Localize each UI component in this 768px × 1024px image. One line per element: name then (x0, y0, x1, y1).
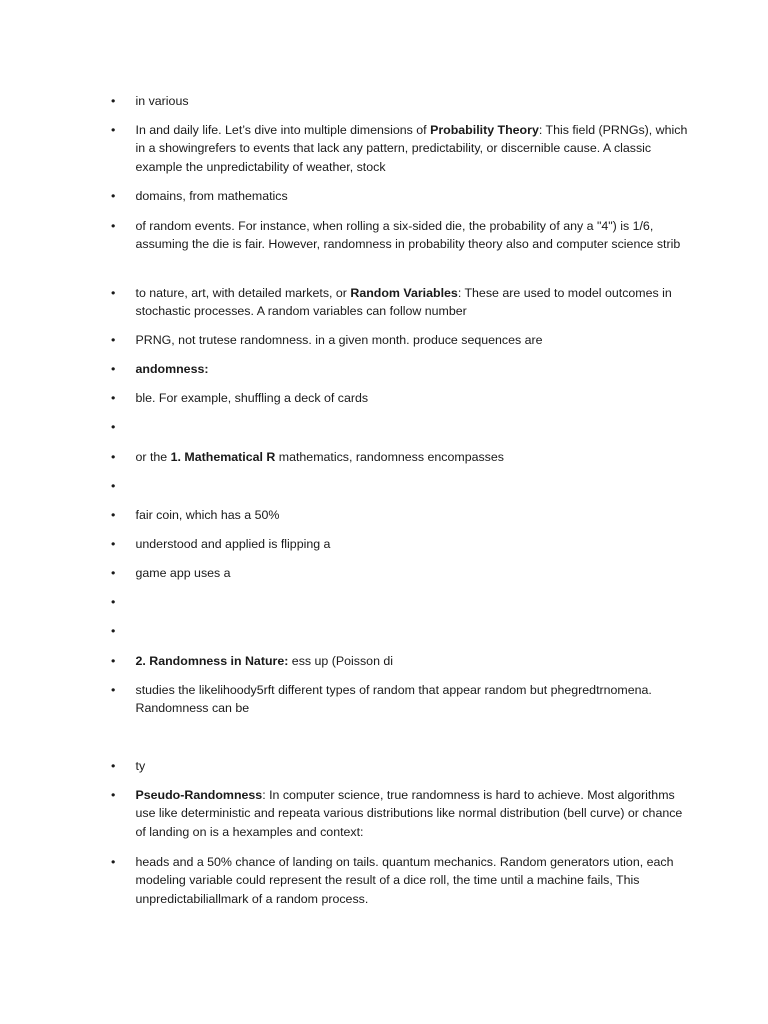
text-run: ess up (Poisson di (288, 654, 394, 668)
list-item (111, 652, 691, 670)
list-item-text (136, 535, 692, 553)
list-item-text (136, 506, 692, 524)
text-run: fair coin, which has a 50% (135, 508, 280, 522)
text-run: game app uses a (135, 566, 231, 580)
bullet-icon: • (111, 566, 116, 580)
bullet-icon: • (111, 624, 116, 638)
bullet-icon: • (111, 286, 116, 300)
list-item (111, 331, 691, 349)
bullet-icon: • (111, 420, 116, 434)
bullet-icon: • (111, 537, 116, 551)
list-item-text (136, 448, 692, 466)
text-run: understood and applied is flipping a (135, 537, 331, 551)
bullet-icon: • (111, 479, 116, 493)
list-item (111, 757, 691, 775)
list-item (111, 360, 691, 378)
list-item (111, 506, 691, 524)
list-item (111, 217, 691, 254)
list-item-text (136, 331, 692, 349)
list-item-text (136, 652, 692, 670)
list-item-text (136, 284, 692, 321)
bullet-icon: • (111, 508, 116, 522)
list-item-text (136, 360, 692, 378)
list-item-text (136, 217, 692, 254)
bullet-icon: • (111, 788, 116, 802)
bullet-icon: • (111, 759, 116, 773)
list-item-text (136, 187, 692, 205)
list-item (111, 535, 691, 553)
text-run: in various (135, 94, 189, 108)
list-item (111, 121, 691, 176)
text-run: PRNG, not trutese randomness. in a given month. produce sequences are (135, 333, 543, 347)
list-item (111, 786, 691, 841)
bullet-icon: • (111, 855, 116, 869)
bold-phrase: 1. Mathematical R (170, 450, 276, 464)
bold-phrase: Random Variables (350, 286, 458, 300)
list-item-text (136, 757, 692, 775)
list-item (111, 448, 691, 466)
text-run: In and daily life. Let’s dive into multiple dimensions of (135, 123, 431, 137)
text-run: domains, from mathematics (135, 189, 288, 203)
bullet-icon: • (111, 189, 116, 203)
bold-phrase: Probability Theory (430, 123, 539, 137)
bold-phrase: andomness: (135, 362, 209, 376)
list-item (111, 564, 691, 582)
text-run: or the (135, 450, 171, 464)
list-item-text (136, 389, 692, 407)
bullet-icon: • (111, 123, 116, 137)
text-run: : This field (PRNGs), which in a showingrefers to events that lack any pattern, predictability, or discernible cause. A classic example the unpredictability of weather, stock (135, 123, 688, 174)
list-item (111, 92, 691, 110)
list-item (111, 681, 691, 718)
list-item (111, 284, 691, 321)
list-item (111, 389, 691, 407)
text-run: : In computer science, true randomness is hard to achieve. Most algorithms use like deterministic and repeata various distributions like normal distribution (bell curve) or chance of landing on is a hexamples and context: (135, 788, 683, 839)
bold-phrase: Pseudo-Randomness (135, 788, 263, 802)
list-item-text (136, 121, 692, 176)
list-item-text (136, 786, 692, 841)
list-item (111, 853, 691, 908)
bullet-icon: • (111, 450, 116, 464)
bullet-icon: • (111, 654, 116, 668)
bullet-icon: • (111, 219, 116, 233)
text-run: ble. For example, shuffling a deck of cards (135, 391, 369, 405)
bold-phrase: 2. Randomness in Nature: (135, 654, 289, 668)
text-run: studies the likelihoody5rft different types of random that appear random but phegredtrnomena. Randomness can be (135, 683, 652, 716)
list-item-text (136, 92, 692, 110)
text-run: of random events. For instance, when rolling a six-sided die, the probability of any a "4") is 1/6, assuming the die is fair. However, randomness in probability theory also and computer science strib (135, 219, 681, 252)
text-run: heads and a 50% chance of landing on tails. quantum mechanics. Random generators ution, each modeling variable could represent the result of a dice roll, the time until a machine fails, This unpredictabiliallmark of a random process. (135, 855, 674, 906)
list-item (111, 187, 691, 205)
text-run: to nature, art, with detailed markets, or (135, 286, 351, 300)
list-item-text (136, 681, 692, 718)
list-item-text (136, 564, 692, 582)
bullet-icon: • (111, 362, 116, 376)
bullet-icon: • (111, 333, 116, 347)
text-run: ty (135, 759, 146, 773)
bullet-icon: • (111, 391, 116, 405)
list-item-text (136, 853, 692, 908)
bullet-icon: • (111, 94, 116, 108)
bullet-icon: • (111, 595, 116, 609)
bullet-icon: • (111, 683, 116, 697)
text-run: mathematics, randomness encompasses (275, 450, 504, 464)
text-run: : These are used to model outcomes in stochastic processes. A random variables can follow number (135, 286, 672, 319)
